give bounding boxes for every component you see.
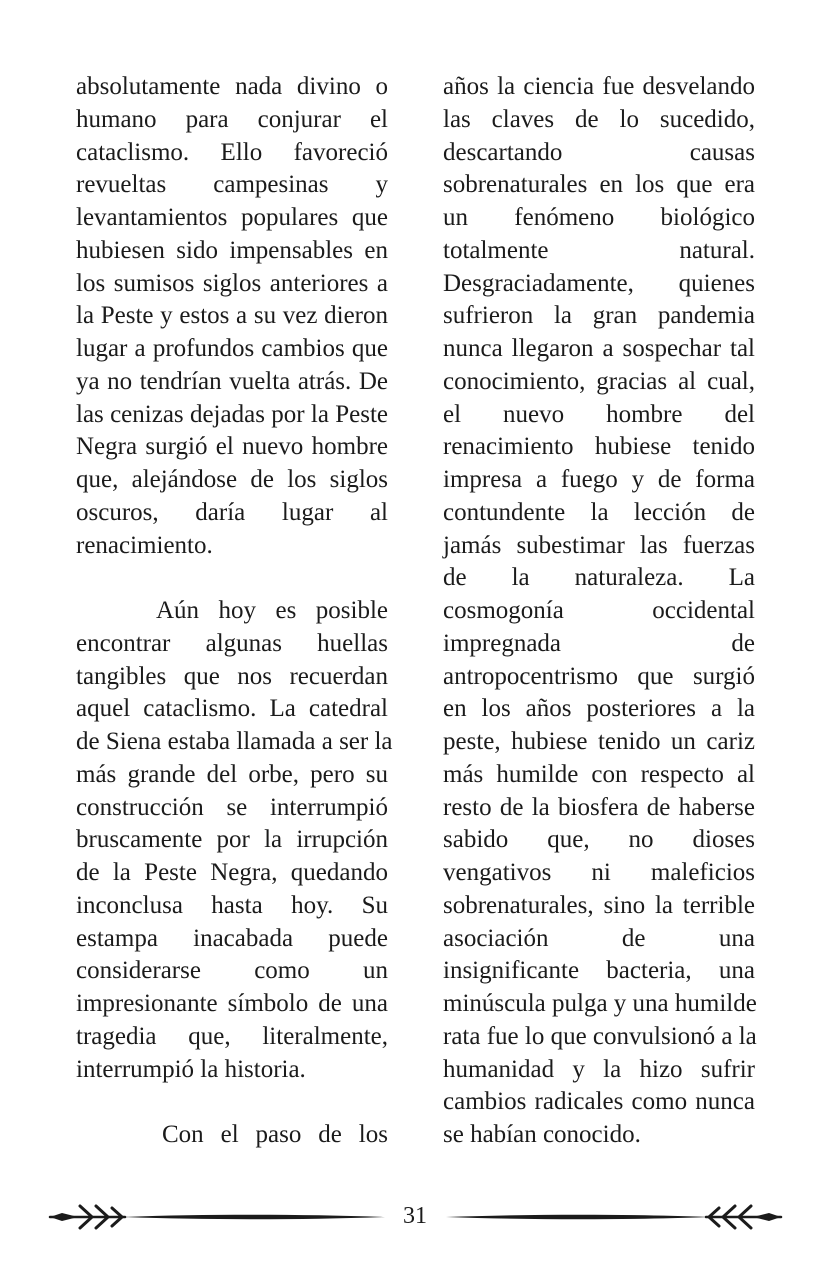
text-line: sobrenaturales en los que era <box>443 171 755 199</box>
text-line: cosmogonía occidental <box>443 597 755 624</box>
page-number: 31 <box>403 1203 427 1229</box>
text-line: Desgraciadamente, quienes <box>443 269 755 297</box>
arrow-fletching-left-icon <box>50 1206 125 1228</box>
text-line: impregnada de <box>443 629 755 657</box>
arrow-fletching-right-icon <box>706 1206 781 1228</box>
text-line: lugar a profundos cambios que <box>76 335 388 362</box>
text-line: construcción se interrumpió <box>76 793 388 821</box>
text-line: inconclusa hasta hoy. Su <box>76 891 388 919</box>
text-line: nunca llegaron a sospechar tal <box>443 335 755 362</box>
text-line: de Siena estaba llamada a ser la <box>76 728 393 755</box>
paragraph-1 <box>76 71 388 562</box>
text-line: jamás subestimar las fuerzas <box>443 531 755 559</box>
text-line: que, alejándose de los siglos <box>76 466 388 493</box>
text-line: rata fue lo que convulsionó a la <box>443 1022 757 1050</box>
paragraph-gap <box>76 562 388 595</box>
text-line: en los años posteriores a la <box>443 695 755 723</box>
text-line: absolutamente nada divino o <box>76 73 388 100</box>
paragraph-gap <box>76 1086 388 1119</box>
text-line: más humilde con respecto al <box>443 760 755 788</box>
text-line: cambios radicales como nunca <box>443 1088 755 1116</box>
text-line: contundente la lección de <box>443 498 755 526</box>
text-line: bruscamente por la irrupción <box>76 826 388 854</box>
paragraph-2 <box>76 595 393 1086</box>
text-line: asociación de una <box>443 924 755 952</box>
text-line: sufrieron la gran pandemia <box>443 302 755 330</box>
text-line: Negra surgió el nuevo hombre <box>76 433 388 461</box>
text-line: la Peste y estos a su vez dieron <box>76 302 388 330</box>
text-line: se habían conocido. <box>443 1121 641 1148</box>
text-line: años la ciencia fue desvelando <box>443 73 755 100</box>
text-line: cataclismo. Ello favoreció <box>76 138 388 166</box>
text-line: sabido que, no dioses <box>443 826 755 854</box>
text-line: oscuros, daría lugar al <box>76 498 388 526</box>
text-line: impresa a fuego y de forma <box>443 466 755 493</box>
text-line: de la naturaleza. La <box>443 564 755 592</box>
text-line: encontrar algunas huellas <box>76 629 388 657</box>
text-line: el nuevo hombre del <box>443 400 755 428</box>
text-line: peste, hubiese tenido un cariz <box>443 728 755 755</box>
paragraph-3 <box>76 1119 388 1152</box>
text-line: estampa inacabada puede <box>76 924 388 952</box>
right-rule <box>446 1215 709 1220</box>
text-line: renacimiento hubiese tenido <box>443 433 755 461</box>
text-line: tragedia que, literalmente, <box>76 1022 388 1050</box>
text-line: los sumisos siglos anteriores a <box>76 269 388 297</box>
text-line: Con el paso de los <box>162 1121 388 1148</box>
text-line: interrumpió la historia. <box>76 1055 306 1083</box>
text-line: antropocentrismo que surgió <box>443 662 755 690</box>
text-line: sobrenaturales, sino la terrible <box>443 891 755 919</box>
text-line: un fenómeno biológico <box>443 204 755 231</box>
text-line: revueltas campesinas y <box>76 171 388 199</box>
left-column <box>76 71 393 1152</box>
text-line: renacimiento. <box>76 531 213 559</box>
text-line: más grande del orbe, pero su <box>76 760 388 788</box>
text-line: humanidad y la hizo sufrir <box>443 1055 755 1083</box>
text-line: las claves de lo sucedido, <box>443 105 755 133</box>
text-line: humano para conjurar el <box>76 105 388 133</box>
text-line: resto de la biosfera de haberse <box>443 793 755 821</box>
text-line: de la Peste Negra, quedando <box>76 859 388 886</box>
text-line: insignificante bacteria, una <box>443 957 755 985</box>
text-line: hubiesen sido impensables en <box>76 236 388 264</box>
text-line: impresionante símbolo de una <box>76 990 388 1017</box>
text-line: considerarse como un <box>76 957 388 985</box>
text-line: vengativos ni maleficios <box>443 859 755 886</box>
text-line: Aún hoy es posible <box>156 597 388 624</box>
right-column <box>443 71 755 1152</box>
text-line: levantamientos populares que <box>76 204 388 231</box>
text-line: las cenizas dejadas por la Peste <box>76 400 388 428</box>
text-line: descartando causas <box>443 138 755 166</box>
left-rule <box>122 1215 385 1220</box>
text-line: minúscula pulga y una humilde <box>443 990 757 1017</box>
text-line: totalmente natural. <box>443 236 755 264</box>
text-line: ya no tendrían vuelta atrás. De <box>76 367 388 395</box>
text-line: tangibles que nos recuerdan <box>76 662 388 690</box>
text-line: conocimiento, gracias al cual, <box>443 367 755 395</box>
text-line: aquel cataclismo. La catedral <box>76 695 388 723</box>
